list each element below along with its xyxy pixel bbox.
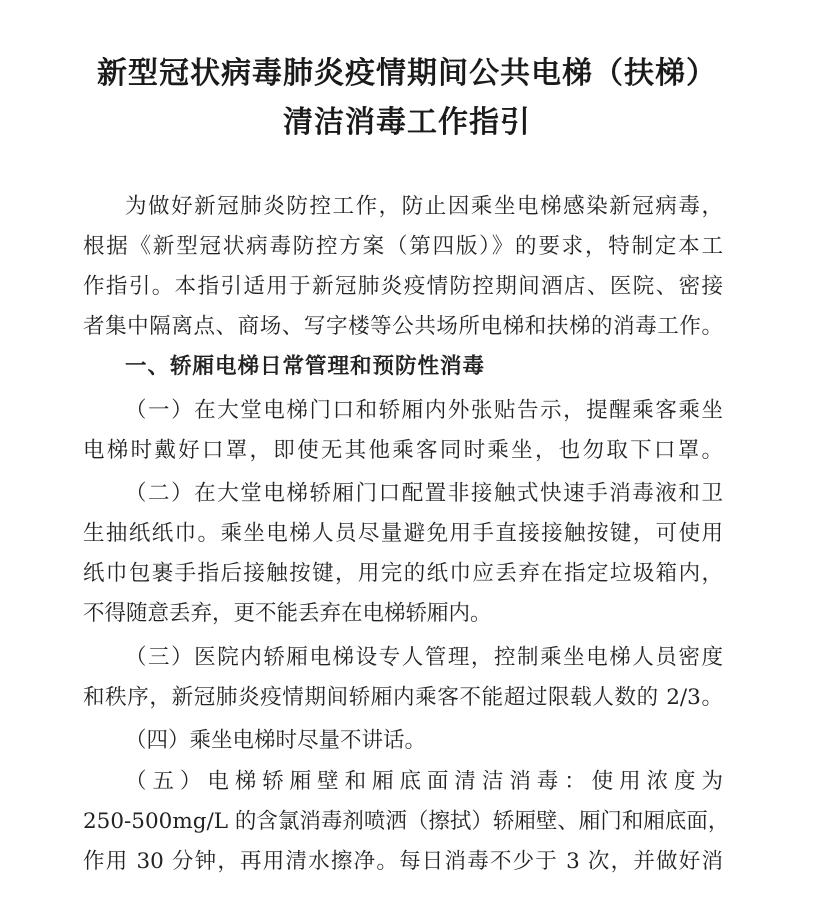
item-4-line: （四）乘坐电梯时尽量不讲话。 (125, 728, 427, 753)
item-3-line: （三）医院内轿厢电梯设专人管理，控制乘坐电梯人员密度 (125, 645, 723, 670)
intro-line: 者集中隔离点、商场、写字楼等公共场所电梯和扶梯的消毒工作。 (83, 314, 723, 339)
intro-line: 为做好新冠肺炎防控工作，防止因乘坐电梯感染新冠病毒， (125, 194, 723, 219)
document-title-line-2: 清洁消毒工作指引 (283, 105, 531, 140)
section-heading: 一、轿厢电梯日常管理和预防性消毒 (125, 354, 486, 379)
item-2-line: 纸巾包裹手指后接触按键，用完的纸巾应丢弃在指定垃圾箱内， (83, 561, 723, 586)
document-title-line-1: 新型冠状病毒肺炎疫情期间公共电梯（扶梯） (97, 56, 717, 91)
intro-line: 作指引。本指引适用于新冠肺炎疫情防控期间酒店、医院、密接 (83, 274, 723, 299)
item-2-line: （二）在大堂电梯轿厢门口配置非接触式快速手消毒液和卫 (125, 481, 723, 506)
item-2-line: 生抽纸纸巾。乘坐电梯人员尽量避免用手直接接触按键，可使用 (83, 521, 723, 546)
item-5-line: 250-500mg/L 的含氯消毒剂喷洒（擦拭）轿厢壁、厢门和厢底面， (83, 809, 730, 834)
item-1-line: （一）在大堂电梯门口和轿厢内外张贴告示，提醒乘客乘坐 (125, 398, 723, 423)
item-3-line: 和秩序，新冠肺炎疫情期间轿厢内乘客不能超过限载人数的 2/3。 (83, 685, 723, 710)
intro-line: 根据《新型冠状病毒防控方案（第四版）》的要求，特制定本工 (83, 234, 723, 259)
item-5-line: 作用 30 分钟，再用清水擦净。每日消毒不少于 3 次，并做好消 (83, 849, 723, 874)
item-5-line: （五）电梯轿厢壁和厢底面清洁消毒：使用浓度为 (125, 769, 723, 794)
item-1-line: 电梯时戴好口罩，即使无其他乘客同时乘坐，也勿取下口罩。 (83, 438, 723, 463)
item-2-line: 不得随意丢弃，更不能丢弃在电梯轿厢内。 (83, 601, 492, 626)
